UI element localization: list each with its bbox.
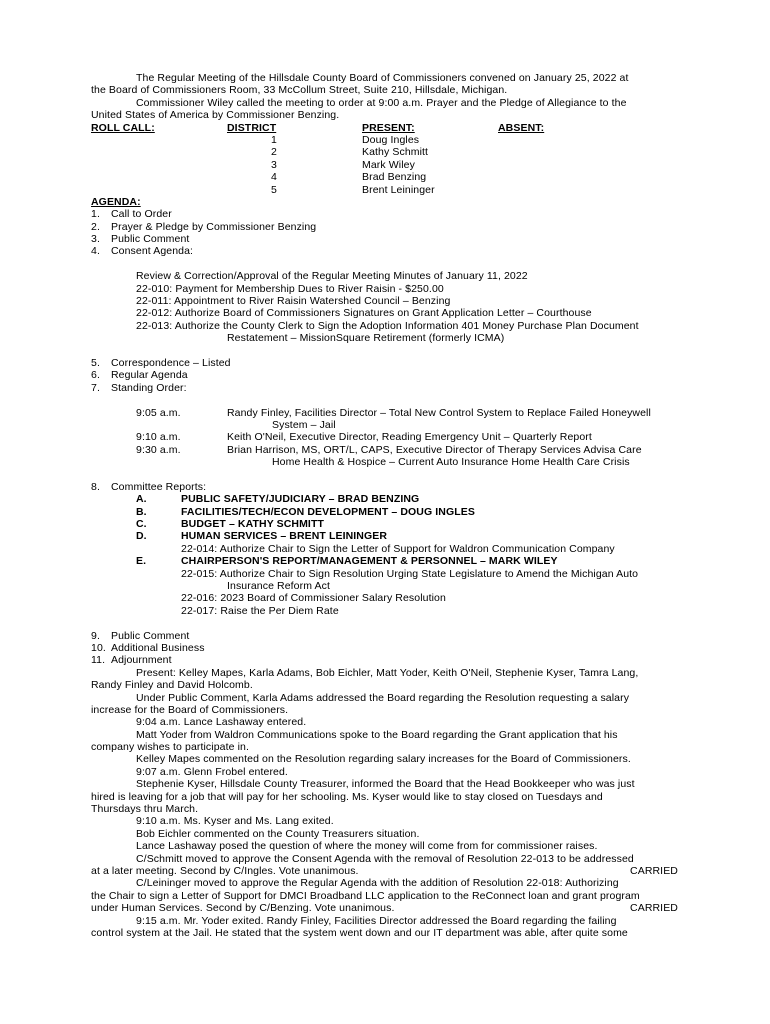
agenda-item [0, 642, 770, 654]
resolution-item [0, 605, 770, 617]
district-header: DISTRICT [227, 121, 277, 134]
blank-line [0, 469, 770, 481]
committee-letter: B. [136, 505, 147, 518]
minutes-text: Bob Eichler commented on the County Treasurers situation. [136, 827, 420, 840]
minutes-line [0, 753, 770, 765]
present-member-name: Brent Leininger [362, 183, 435, 196]
present-member-name: Kathy Schmitt [362, 146, 429, 159]
agenda-item-text: Regular Agenda [111, 369, 188, 382]
committee-title: BUDGET – KATHY SCHMITT [181, 518, 324, 531]
roll-call-row [0, 171, 770, 183]
agenda-item-number: 5. [91, 356, 100, 369]
committee-title: FACILITIES/TECH/ECON DEVELOPMENT – DOUG INGLES [181, 505, 475, 518]
opening-line [0, 97, 770, 109]
district-number: 3 [271, 158, 277, 171]
minutes-text: Randy Finley and David Holcomb. [91, 679, 253, 692]
minutes-line [0, 729, 770, 741]
district-number: 5 [271, 183, 277, 196]
present-member-name: Doug Ingles [362, 133, 420, 146]
motion-result: CARRIED [630, 902, 678, 915]
agenda-item-text: Committee Reports: [111, 480, 207, 493]
resolution-text: 22-016: 2023 Board of Commissioner Salary Resolution [181, 592, 446, 605]
standing-order-continuation [0, 456, 770, 468]
committee-row [0, 506, 770, 518]
roll-call-row [0, 159, 770, 171]
minutes-text: Under Public Comment, Karla Adams addressed the Board regarding the Resolution requesting a salary [136, 691, 630, 704]
standing-order-time: 9:30 a.m. [136, 443, 181, 456]
minutes-text: C/Schmitt moved to approve the Consent Agenda with the removal of Resolution 22-013 to be addressed [136, 852, 634, 865]
agenda-heading: AGENDA: [91, 195, 141, 208]
consent-agenda-text: 22-013: Authorize the County Clerk to Sign the Adoption Information 401 Money Purchase Plan Document [136, 319, 639, 332]
minutes-line [0, 716, 770, 728]
minutes-text: under Human Services. Second by C/Benzing. Vote unanimous. [91, 902, 395, 915]
consent-agenda-text: 22-010: Payment for Membership Dues to River Raisin - $250.00 [136, 282, 444, 295]
consent-agenda-text: Review & Correction/Approval of the Regular Meeting Minutes of January 11, 2022 [136, 270, 528, 283]
minutes-line [0, 692, 770, 704]
district-number: 4 [271, 171, 277, 184]
minutes-line [0, 667, 770, 679]
opening-text: Commissioner Wiley called the meeting to order at 9:00 a.m. Prayer and the Pledge of Allegiance to the [136, 96, 627, 109]
agenda-item-number: 3. [91, 233, 100, 246]
minutes-text: Matt Yoder from Waldron Communications spoke to the Board regarding the Grant application that his [136, 728, 618, 741]
agenda-item-text: Correspondence – Listed [111, 356, 231, 369]
committee-row [0, 530, 770, 542]
consent-agenda-item [0, 295, 770, 307]
minutes-text: at a later meeting. Second by C/Ingles. Vote unanimous. [91, 865, 359, 877]
committee-letter: A. [136, 493, 147, 506]
agenda-item-number: 8. [91, 480, 100, 493]
minutes-text: Lance Lashaway posed the question of where the money will come from for commissioner raises. [136, 840, 598, 853]
agenda-item-text: Prayer & Pledge by Commissioner Benzing [111, 220, 317, 233]
minutes-line [0, 679, 770, 691]
blank-line [0, 258, 770, 270]
agenda-item [0, 382, 770, 394]
consent-agenda-continuation [0, 332, 770, 344]
opening-line [0, 109, 770, 121]
committee-letter: E. [136, 555, 147, 568]
minutes-text: Present: Kelley Mapes, Karla Adams, Bob Eichler, Matt Yoder, Keith O'Neil, Stephenie Kyser, Tamra Lang, [136, 666, 639, 679]
standing-order-row [0, 407, 770, 419]
district-number: 1 [271, 133, 277, 146]
agenda-item [0, 357, 770, 369]
consent-agenda-text: 22-012: Authorize Board of Commissioners Signatures on Grant Application Letter – Courthouse [136, 307, 592, 320]
committee-row [0, 493, 770, 505]
committee-letter: C. [136, 518, 147, 531]
minutes-text: company wishes to participate in. [91, 741, 249, 754]
minutes-line [0, 791, 770, 803]
agenda-item [0, 369, 770, 381]
roll-call-row [0, 184, 770, 196]
minutes-line [0, 766, 770, 778]
agenda-item [0, 233, 770, 245]
committee-title: CHAIRPERSON'S REPORT/MANAGEMENT & PERSONNEL – MARK WILEY [181, 555, 558, 568]
standing-order-description: Randy Finley, Facilities Director – Total New Control System to Replace Failed Honeywell [227, 406, 651, 419]
minutes-line [0, 741, 770, 753]
minutes-line [0, 828, 770, 840]
agenda-item-text: Public Comment [111, 629, 190, 642]
minutes-line [0, 915, 770, 927]
standing-order-description: Home Health & Hospice – Current Auto Insurance Home Health Care Crisis [272, 456, 630, 469]
agenda-item-number: 1. [91, 208, 100, 221]
agenda-item-text: Additional Business [111, 641, 205, 654]
consent-agenda-text: 22-011: Appointment to River Raisin Watershed Council – Benzing [136, 295, 451, 308]
blank-line [0, 394, 770, 406]
agenda-item-number: 2. [91, 220, 100, 233]
opening-line [0, 84, 770, 96]
agenda-item-text: Consent Agenda: [111, 245, 194, 258]
agenda-item [0, 481, 770, 493]
minutes-line [0, 927, 770, 939]
standing-order-row [0, 444, 770, 456]
opening-text: United States of America by Commissioner Benzing. [91, 109, 340, 122]
standing-order-description: System – Jail [272, 418, 336, 431]
resolution-item [0, 592, 770, 604]
agenda-heading-row [0, 196, 770, 208]
minutes-line [0, 853, 770, 865]
minutes-text: 9:04 a.m. Lance Lashaway entered. [136, 716, 307, 729]
minutes-line [0, 890, 770, 902]
standing-order-description: Brian Harrison, MS, ORT/L, CAPS, Executive Director of Therapy Services Advisa Care [227, 443, 642, 456]
absent-header: ABSENT: [498, 121, 545, 134]
committee-title: PUBLIC SAFETY/JUDICIARY – BRAD BENZING [181, 493, 420, 506]
agenda-item-number: 9. [91, 629, 100, 642]
minutes-line [0, 815, 770, 827]
minutes-text: 9:07 a.m. Glenn Frobel entered. [136, 765, 288, 778]
standing-order-continuation [0, 419, 770, 431]
standing-order-time: 9:10 a.m. [136, 431, 181, 444]
roll-call-row [0, 134, 770, 146]
minutes-line [0, 803, 770, 815]
committee-row [0, 555, 770, 567]
agenda-item-number: 10. [91, 641, 106, 654]
agenda-item [0, 221, 770, 233]
present-member-name: Brad Benzing [362, 171, 427, 184]
blank-line [0, 345, 770, 357]
minutes-text: the Chair to sign a Letter of Support for DMCI Broadband LLC application to the ReConnect loan and grant program [91, 889, 640, 902]
agenda-item-number: 6. [91, 369, 100, 382]
agenda-item-text: Call to Order [111, 208, 172, 221]
resolution-text: 22-017: Raise the Per Diem Rate [181, 604, 339, 617]
resolution-text: 22-015: Authorize Chair to Sign Resolution Urging State Legislature to Amend the Michigan Auto [181, 567, 639, 580]
committee-row [0, 518, 770, 530]
minutes-line [0, 840, 770, 852]
minutes-line [0, 704, 770, 716]
minutes-text: 9:15 a.m. Mr. Yoder exited. Randy Finley, Facilities Director addressed the Board regarding the failing [136, 914, 617, 927]
consent-agenda-text: Restatement – MissionSquare Retirement (formerly ICMA) [227, 332, 505, 345]
opening-line [0, 72, 770, 84]
minutes-text: control system at the Jail. He stated that the system went down and our IT department was able, after quite some [91, 926, 628, 939]
standing-order-description: Keith O'Neil, Executive Director, Reading Emergency Unit – Quarterly Report [227, 431, 592, 444]
minutes-text: Kelley Mapes commented on the Resolution regarding salary increases for the Board of Commissioners. [136, 753, 631, 766]
resolution-text: Insurance Reform Act [227, 580, 330, 593]
agenda-item-number: 4. [91, 245, 100, 258]
resolution-continuation [0, 580, 770, 592]
opening-text: The Regular Meeting of the Hillsdale County Board of Commissioners convened on January 25, 2022 at [136, 72, 629, 84]
consent-agenda-item [0, 270, 770, 282]
agenda-item-text: Public Comment [111, 233, 190, 246]
resolution-item [0, 568, 770, 580]
committee-letter: D. [136, 530, 147, 543]
minutes-text: Thursdays thru March. [91, 803, 199, 816]
standing-order-row [0, 431, 770, 443]
roll-call-header-row [0, 122, 770, 134]
agenda-item-number: 7. [91, 381, 100, 394]
resolution-text: 22-014: Authorize Chair to Sign the Letter of Support for Waldron Communication Company [181, 542, 615, 555]
blank-line [0, 617, 770, 629]
motion-result: CARRIED [630, 865, 678, 877]
standing-order-time: 9:05 a.m. [136, 406, 181, 419]
consent-agenda-item [0, 283, 770, 295]
resolution-item [0, 543, 770, 555]
agenda-item-text: Standing Order: [111, 381, 187, 394]
minutes-text: 9:10 a.m. Ms. Kyser and Ms. Lang exited. [136, 815, 334, 828]
minutes-line [0, 902, 770, 914]
agenda-item-number: 11. [91, 654, 106, 667]
minutes-text: C/Leininger moved to approve the Regular Agenda with the addition of Resolution 22-018: Authorizing [136, 877, 619, 890]
roll-call-label: ROLL CALL: [91, 121, 155, 134]
minutes-text: increase for the Board of Commissioners. [91, 703, 289, 716]
minutes-line [0, 778, 770, 790]
roll-call-row [0, 146, 770, 158]
agenda-item [0, 630, 770, 642]
agenda-item [0, 245, 770, 257]
district-number: 2 [271, 146, 277, 159]
minutes-text: Stephenie Kyser, Hillsdale County Treasurer, informed the Board that the Head Bookkeeper who was just [136, 778, 635, 791]
agenda-item [0, 654, 770, 666]
opening-text: the Board of Commissioners Room, 33 McCollum Street, Suite 210, Hillsdale, Michigan. [91, 84, 508, 97]
present-member-name: Mark Wiley [362, 158, 415, 171]
agenda-item-text: Adjournment [111, 654, 172, 667]
minutes-line [0, 865, 770, 877]
committee-title: HUMAN SERVICES – BRENT LEININGER [181, 530, 388, 543]
consent-agenda-item [0, 307, 770, 319]
present-header: PRESENT: [362, 121, 415, 134]
minutes-line [0, 877, 770, 889]
minutes-text: hired is leaving for a job that will pay for her schooling. Ms. Kyser would like to stay closed on Tuesdays and [91, 790, 603, 803]
agenda-item [0, 208, 770, 220]
consent-agenda-item [0, 320, 770, 332]
